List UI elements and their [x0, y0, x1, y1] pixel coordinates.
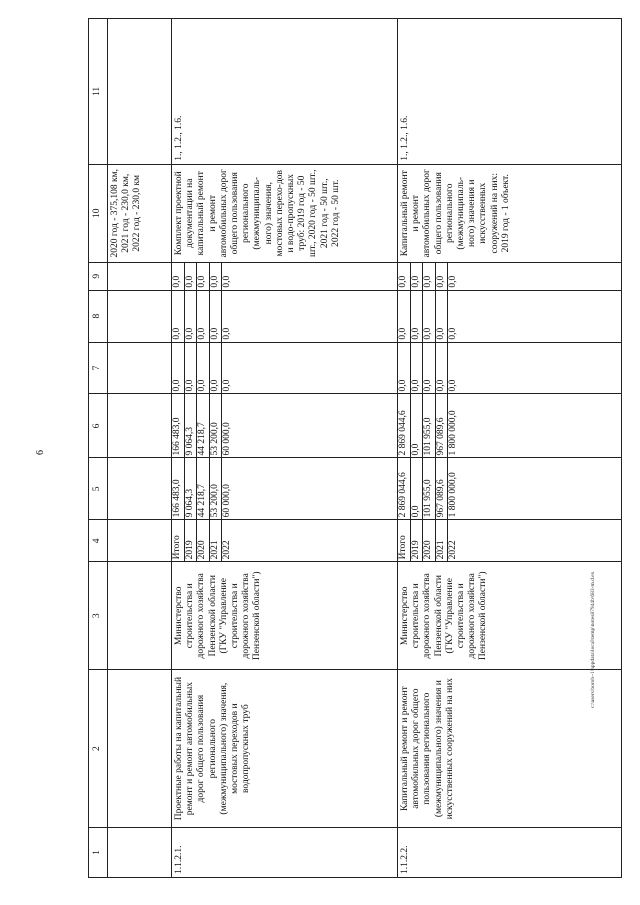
value-cell: 53 200,0	[210, 458, 223, 519]
value-cell: 2 869 044,6	[398, 394, 411, 457]
year-cell: 2021	[210, 520, 223, 561]
table-row	[172, 19, 398, 878]
value-cell: 101 955,0	[423, 394, 436, 457]
header-cell: 7	[89, 342, 108, 394]
continuation-text: 2020 год - 375,108 км, 2021 год - 230,0 км, 2022 год - 230,0 км	[108, 164, 172, 262]
header-cell: 4	[89, 520, 108, 562]
year-cell: Итого	[172, 520, 185, 561]
value-cell: 0,0	[436, 291, 449, 342]
value-cell: 2 869 044,6	[398, 458, 411, 519]
col7-stack	[398, 343, 460, 394]
header-row	[89, 19, 108, 878]
value-cell: 0,0	[185, 343, 198, 394]
program-table	[88, 18, 622, 878]
year-cell: 2022	[448, 540, 459, 560]
header-cell: 10	[89, 164, 108, 262]
value-cell: 0,0	[222, 379, 233, 392]
col5-stack	[172, 458, 234, 519]
header-cell: 1	[89, 828, 108, 878]
value-cell: 166 483,0	[172, 394, 185, 457]
value-cell: 0,0	[436, 343, 449, 394]
year-cell: 2020	[197, 520, 210, 561]
value-cell: 0,0	[172, 343, 185, 394]
header-cell: 9	[89, 262, 108, 290]
header-cell: 2	[89, 670, 108, 828]
value-cell: 0,0	[398, 343, 411, 394]
header-cell: 11	[89, 19, 108, 165]
value-cell: 0,0	[411, 263, 424, 290]
col6-stack	[398, 394, 460, 457]
value-cell: 9 064,3	[185, 394, 198, 457]
value-cell: 0,0	[222, 275, 233, 288]
value-cell: 0,0	[172, 263, 185, 290]
col8-stack	[172, 291, 234, 342]
value-cell: 1 800 000,0	[448, 410, 459, 456]
value-cell: 44 218,7	[197, 458, 210, 519]
row-result: Капитальный ремонт и ремонт автомобильных дорог общего пользования регионального (межмуниципаль-ного) значения и искусственных сооружений на них: 2019 год - 1 объект.	[398, 164, 622, 262]
header-cell: 3	[89, 562, 108, 670]
col8-stack	[398, 291, 460, 342]
value-cell: 53 200,0	[210, 394, 223, 457]
col5-stack	[398, 458, 460, 519]
row-result: Комплект проектной документации на капитальный ремонт и ремонт автомобильных дорог общего пользования регионального (межмуниципаль-ного) значения, мостовых перехо-дов и водо-пропускных труб: 2019 год - 50 шт., 2020 год - 50 шт., 2021 год - 50 шт., 2022 год - 50 шт.	[172, 164, 398, 262]
value-cell: 0,0	[423, 343, 436, 394]
value-cell: 967 089,6	[436, 458, 449, 519]
row-executor: Министерство строительства и дорожного хозяйства Пензенской области (ГКУ "Управление строительства и дорожного хозяйства Пензенской области")	[398, 562, 622, 670]
row-code: 1.1.2.1.	[172, 828, 398, 878]
years-stack	[398, 520, 460, 561]
value-cell: 0,0	[172, 291, 185, 342]
value-cell: 1 800 000,0	[448, 472, 459, 518]
year-cell: 2019	[411, 520, 424, 561]
header-cell: 8	[89, 290, 108, 342]
year-cell: Итого	[398, 520, 411, 561]
value-cell: 9 064,3	[185, 458, 198, 519]
value-cell: 0,0	[210, 343, 223, 394]
col9-stack	[398, 263, 460, 290]
rotated-table-page	[88, 18, 618, 878]
value-cell: 0,0	[448, 379, 459, 392]
value-cell: 0,0	[411, 291, 424, 342]
value-cell: 0,0	[423, 263, 436, 290]
row-indicators: 1., 1.2., 1.6.	[172, 19, 398, 165]
value-cell: 60 000,0	[222, 422, 233, 456]
value-cell: 0,0	[197, 343, 210, 394]
years-stack	[172, 520, 234, 561]
value-cell: 967 089,6	[436, 394, 449, 457]
year-cell: 2021	[436, 520, 449, 561]
value-cell: 0,0	[423, 291, 436, 342]
value-cell: 0,0	[411, 458, 424, 519]
value-cell: 0,0	[210, 263, 223, 290]
year-cell: 2022	[222, 540, 233, 560]
year-cell: 2020	[423, 520, 436, 561]
header-cell: 6	[89, 394, 108, 458]
col7-stack	[172, 343, 234, 394]
continuation-row	[108, 19, 172, 878]
value-cell: 166 483,0	[172, 458, 185, 519]
value-cell: 0,0	[222, 327, 233, 340]
value-cell: 0,0	[448, 327, 459, 340]
value-cell: 0,0	[436, 263, 449, 290]
value-cell: 101 955,0	[423, 458, 436, 519]
value-cell: 0,0	[411, 343, 424, 394]
page-number: 6	[35, 450, 46, 455]
row-code: 1.1.2.2.	[398, 828, 622, 878]
table-row	[398, 19, 622, 878]
row-indicators: 1., 1.2., 1.6.	[398, 19, 622, 165]
value-cell: 0,0	[398, 291, 411, 342]
value-cell: 0,0	[197, 263, 210, 290]
year-cell: 2019	[185, 520, 198, 561]
value-cell: 0,0	[185, 291, 198, 342]
value-cell: 0,0	[210, 291, 223, 342]
header-cell: 5	[89, 458, 108, 520]
value-cell: 60 000,0	[222, 484, 233, 518]
col9-stack	[172, 263, 234, 290]
file-path-footer: c:\users\borob~1\appdata\local\temp\notes87944b\683-m.d.ex	[590, 571, 596, 708]
value-cell: 44 218,7	[197, 394, 210, 457]
row-name: Проектные работы на капитальный ремонт и ремонт автомобильных дорог общего пользования регионального (межмуниципального) значения, мостовых переходов и водопропускных труб	[172, 670, 398, 828]
value-cell: 0,0	[411, 394, 424, 457]
row-executor: Министерство строительства и дорожного хозяйства Пензенской области (ГКУ "Управление строительства и дорожного хозяйства Пензенской области")	[172, 562, 398, 670]
value-cell: 0,0	[185, 263, 198, 290]
value-cell: 0,0	[197, 291, 210, 342]
row-name: Капитальный ремонт и ремонт автомобильных дорог общего пользования регионального (межмуниципального) значения и искусственных сооружений на них	[398, 670, 622, 828]
value-cell: 0,0	[448, 275, 459, 288]
col6-stack	[172, 394, 234, 457]
value-cell: 0,0	[398, 263, 411, 290]
